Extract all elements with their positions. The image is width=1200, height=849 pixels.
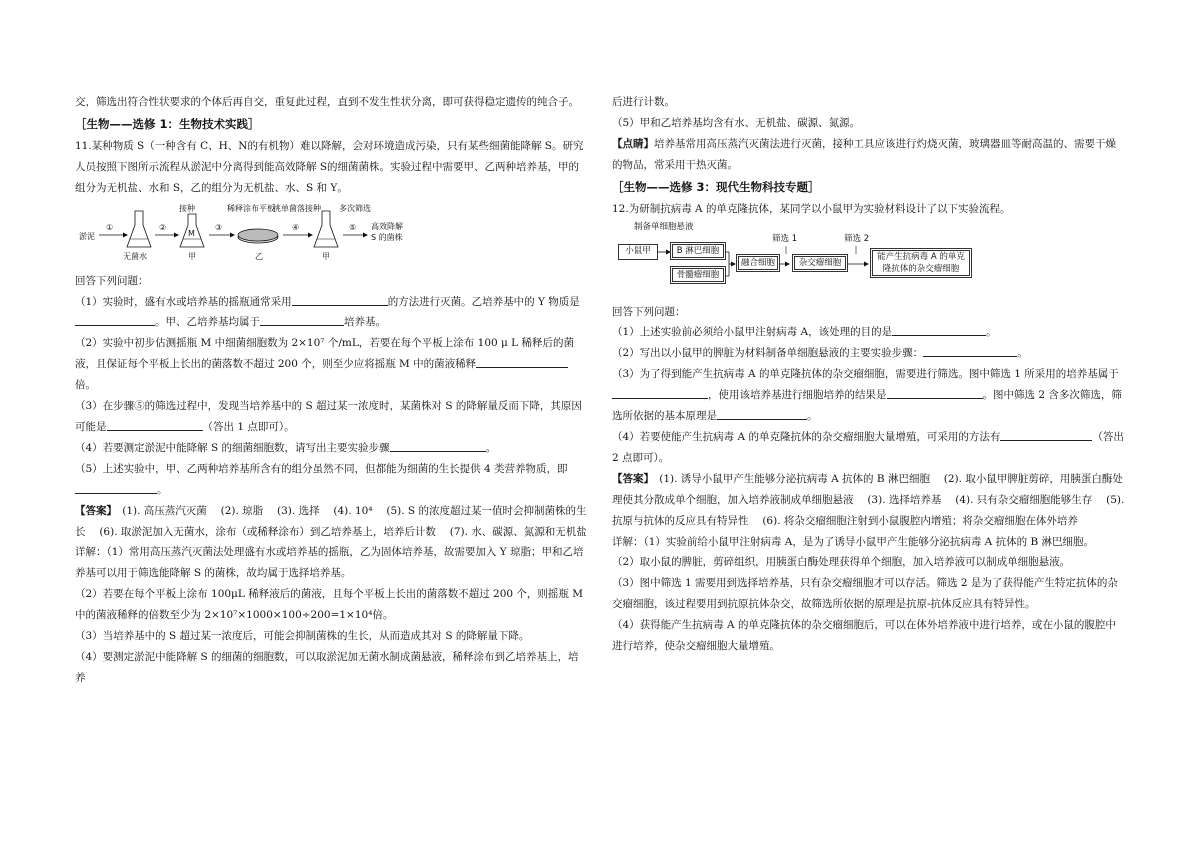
question-11-5: （5）上述实验中，甲、乙两种培养基所含有的组分虽然不同，但都能为细菌的生长提供 4 类营养物质，即。 bbox=[75, 462, 568, 496]
plate-label: 乙 bbox=[255, 251, 263, 261]
section-heading-elective-1: ［生物——选修 1：生物技术实践］ bbox=[75, 116, 260, 131]
explanation-11-3: （3）当培养基中的 S 超过某一浓度后，可能会抑制菌株的生长，从而造成其对 S 的降解量下降。 bbox=[75, 630, 530, 643]
flask-icon bbox=[314, 211, 338, 247]
top-label-inoculate: 接种 bbox=[179, 203, 195, 213]
answer-11: 【答案】 (1). 高压蒸汽灭菌 (2). 琼脂 (3). 选择 (4). 10⁴ (5). S 的浓度超过某一值时会抑制菌株的生长 (6). 取淤泥加入无菌水，涂布（或稀释涂布）到乙培养基上，培养后计数 (7). 水、碳源、氮源和无机盐 bbox=[75, 504, 587, 538]
question-12-3: （3）为了得到能产生抗病毒 A 的单克隆抗体的杂交瘤细胞，需要进行筛选。图中筛选 1 所采用的培养基属于，使用该培养基进行细胞培养的结果是 。图中筛选 2 含多次筛选，筛选所依据的基本原理是 。 bbox=[612, 368, 1122, 423]
key-point: 【点睛】培养基常用高压蒸汽灭菌法进行灭菌，接种工具应该进行灼烧灭菌，玻璃器皿等耐高温的、需要干燥的物品，常采用干热灭菌。 bbox=[612, 137, 1116, 171]
flow-top-label: 制备单细胞悬液 bbox=[634, 221, 694, 232]
intro-text: 交，筛选出符合性状要求的个体后再自交，重复此过程，直到不发生性状分离，即可获得稳定遗传的纯合子。 bbox=[75, 96, 579, 108]
flask-icon bbox=[127, 211, 151, 247]
final-hybridoma-box: 能产生抗病毒 A 的单克隆抗体的杂交瘤细胞 bbox=[870, 248, 972, 278]
flask-2-label: 甲 bbox=[188, 251, 196, 261]
mouse-box: 小鼠甲 bbox=[618, 244, 658, 260]
flask-m-label: M bbox=[188, 228, 195, 238]
question-12-1: （1）上述实验前必须给小鼠甲注射病毒 A，该处理的目的是 。 bbox=[612, 322, 1126, 343]
hybridoma-box: 杂交瘤细胞 bbox=[792, 254, 848, 272]
flask-1-label: 无菌水 bbox=[123, 251, 147, 261]
explanation-11-4: （4）要测定淤泥中能降解 S 的细菌的细胞数，可以取淤泥加无菌水制成菌悬液，稀释涂布到乙培养基上，培养 bbox=[75, 650, 579, 684]
section-heading-elective-3: ［生物——选修 3：现代生物科技专题］ bbox=[612, 179, 820, 194]
step-1: ① bbox=[106, 222, 114, 232]
top-label-screen: 多次筛选 bbox=[339, 203, 371, 213]
blank[interactable] bbox=[75, 313, 155, 326]
left-column bbox=[75, 92, 589, 689]
answer-12: 【答案】 (1). 诱导小鼠甲产生能够分泌抗病毒 A 抗体的 B 淋巴细胞 (2). 取小鼠甲脾脏剪碎，用胰蛋白酶处理使其分散成单个细胞，加入培养液制成单细胞悬液 (3). 选择培养基 (4). 只有杂交瘤细胞能够生存 (5). 抗原与抗体的反应具有特异性 (6). 将杂交瘤细胞注射到小鼠腹腔内增殖；将杂交瘤细胞在体外培养 bbox=[612, 472, 1125, 527]
answer-prompt: 回答下列问题： bbox=[612, 305, 686, 318]
question-11-stem: 11.某种物质 S（一种含有 C、H、N的有机物）难以降解，会对环境造成污染，只有某些细菌能降解 S。研究人员按照下图所示流程从淤泥中分离得到能高效降解 S的细菌菌株。实验过程中需要甲、乙两种培养基，甲的组分为无机盐、水和 S，乙的组分为无机盐、水、S 和 Y。 bbox=[75, 139, 584, 194]
myeloma-box: 骨髓瘤细胞 bbox=[670, 266, 726, 284]
end-label-line-1: 高效降解 bbox=[371, 221, 403, 231]
explanation-12-1: 详解：（1）实验前给小鼠甲注射病毒 A，是为了诱导小鼠甲产生能够分泌抗病毒 A 抗体的 B 淋巴细胞。 bbox=[612, 535, 1094, 548]
top-label-spread: 稀释涂布平板 bbox=[227, 203, 275, 213]
question-12-2: （2）写出以小鼠甲的脾脏为材料制备单细胞悬液的主要实验步骤： 。 bbox=[612, 343, 1126, 364]
explanation-11-5: （5）甲和乙培养基均含有水、无机盐、碳源、氮源。 bbox=[612, 116, 861, 129]
step-2: ② bbox=[159, 222, 167, 232]
fused-cell-box: 融合细胞 bbox=[736, 254, 780, 272]
question-12-stem: 12.为研制抗病毒 A 的单克隆抗体，某同学以小鼠甲为实验材料设计了以下实验流程。 bbox=[612, 202, 1011, 215]
blank[interactable] bbox=[1000, 428, 1092, 441]
explanation-12-2: （2）取小鼠的脾脏，剪碎组织，用胰蛋白酶处理获得单个细胞，加入培养液可以制成单细胞悬液。 bbox=[612, 556, 1071, 569]
start-label: 淤泥 bbox=[79, 231, 95, 241]
blank[interactable] bbox=[717, 407, 807, 420]
blank[interactable] bbox=[75, 481, 157, 494]
blank[interactable] bbox=[292, 293, 388, 306]
explanation-12-4: （4）获得能产生抗病毒 A 的单克隆抗体的杂交瘤细胞后，可以在体外培养液中进行培养，或在小鼠的腹腔中进行培养，使杂交瘤细胞大量增殖。 bbox=[612, 619, 1116, 653]
blank[interactable] bbox=[923, 344, 1017, 357]
question-12-4: （4）若要使能产生抗病毒 A 的单克隆抗体的杂交瘤细胞大量增殖，可采用的方法有 （答出 2 点即可）。 bbox=[612, 427, 1126, 469]
continued-text: 后进行计数。 bbox=[612, 96, 675, 108]
isolation-flow-figure bbox=[75, 199, 589, 271]
question-11-1: （1）实验时，盛有水或培养基的摇瓶通常采用 的方法进行灭菌。乙培养基中的 Y 物质是。甲、乙培养基均属于 培养基。 bbox=[75, 292, 589, 334]
step-4: ④ bbox=[292, 222, 300, 232]
question-11-2: （2）实验中初步估测摇瓶 M 中细菌细胞数为 2×10⁷ 个/mL，若要在每个平板上涂布 100 μ L 稀释后的菌液，且保证每个平板上长出的菌落数不超过 200 个，则至少应将摇瓶 M 中的菌液稀释倍。 bbox=[75, 337, 574, 392]
flow-diagram-svg bbox=[75, 199, 415, 271]
blank[interactable] bbox=[476, 355, 568, 368]
answer-prompt: 回答下列问题： bbox=[75, 274, 149, 287]
blank[interactable] bbox=[892, 323, 986, 336]
top-label-pick: 挑单菌落接种 bbox=[273, 203, 321, 213]
blank[interactable] bbox=[612, 386, 708, 399]
step-5: ⑤ bbox=[349, 222, 357, 232]
step-3: ③ bbox=[215, 222, 223, 232]
question-11-4: （4）若要测定淤泥中能降解 S 的细菌细胞数，请写出主要实验步骤 。 bbox=[75, 438, 589, 459]
blank[interactable] bbox=[260, 313, 344, 326]
question-11-3: （3）在步骤⑤的筛选过程中，发现当培养基中的 S 超过某一浓度时，某菌株对 S 的降解量反而下降，其原因可能是 （答出 1 点即可）。 bbox=[75, 400, 582, 433]
explanation-12-3: （3）图中筛选 1 需要用到选择培养基，只有杂交瘤细胞才可以存活。筛选 2 是为了获得能产生特定抗体的杂交瘤细胞，该过程要用到抗原抗体杂交，故筛选所依据的原理是抗原-抗体反应具有特异性。 bbox=[612, 577, 1118, 611]
b-cell-box: B 淋巴细胞 bbox=[670, 242, 726, 260]
screen-1-label: 筛选 1 bbox=[772, 233, 798, 244]
screen-2-label: 筛选 2 bbox=[844, 233, 870, 244]
flask-3-label: 甲 bbox=[322, 251, 330, 261]
end-label-line-2: S 的菌株 bbox=[371, 232, 403, 242]
blank[interactable] bbox=[390, 439, 486, 452]
antibody-flow-figure bbox=[612, 220, 1126, 302]
blank[interactable] bbox=[107, 418, 203, 431]
right-column bbox=[612, 92, 1126, 657]
explanation-11-1: 详解：（1）常用高压蒸汽灭菌法处理盛有水或培养基的摇瓶，乙为固体培养基，故需要加入 Y 琼脂；甲和乙培养基可以用于筛选能降解 S 的菌株，故均属于选择培养基。 bbox=[75, 546, 584, 580]
explanation-11-2: （2）若要在每个平板上涂布 100μL 稀释液后的菌液，且每个平板上长出的菌落数不超过 200 个，则摇瓶 M 中的菌液稀释的倍数至少为 2×10⁷×1000×100÷200=1×10⁴倍。 bbox=[75, 588, 583, 622]
blank[interactable] bbox=[887, 386, 983, 399]
